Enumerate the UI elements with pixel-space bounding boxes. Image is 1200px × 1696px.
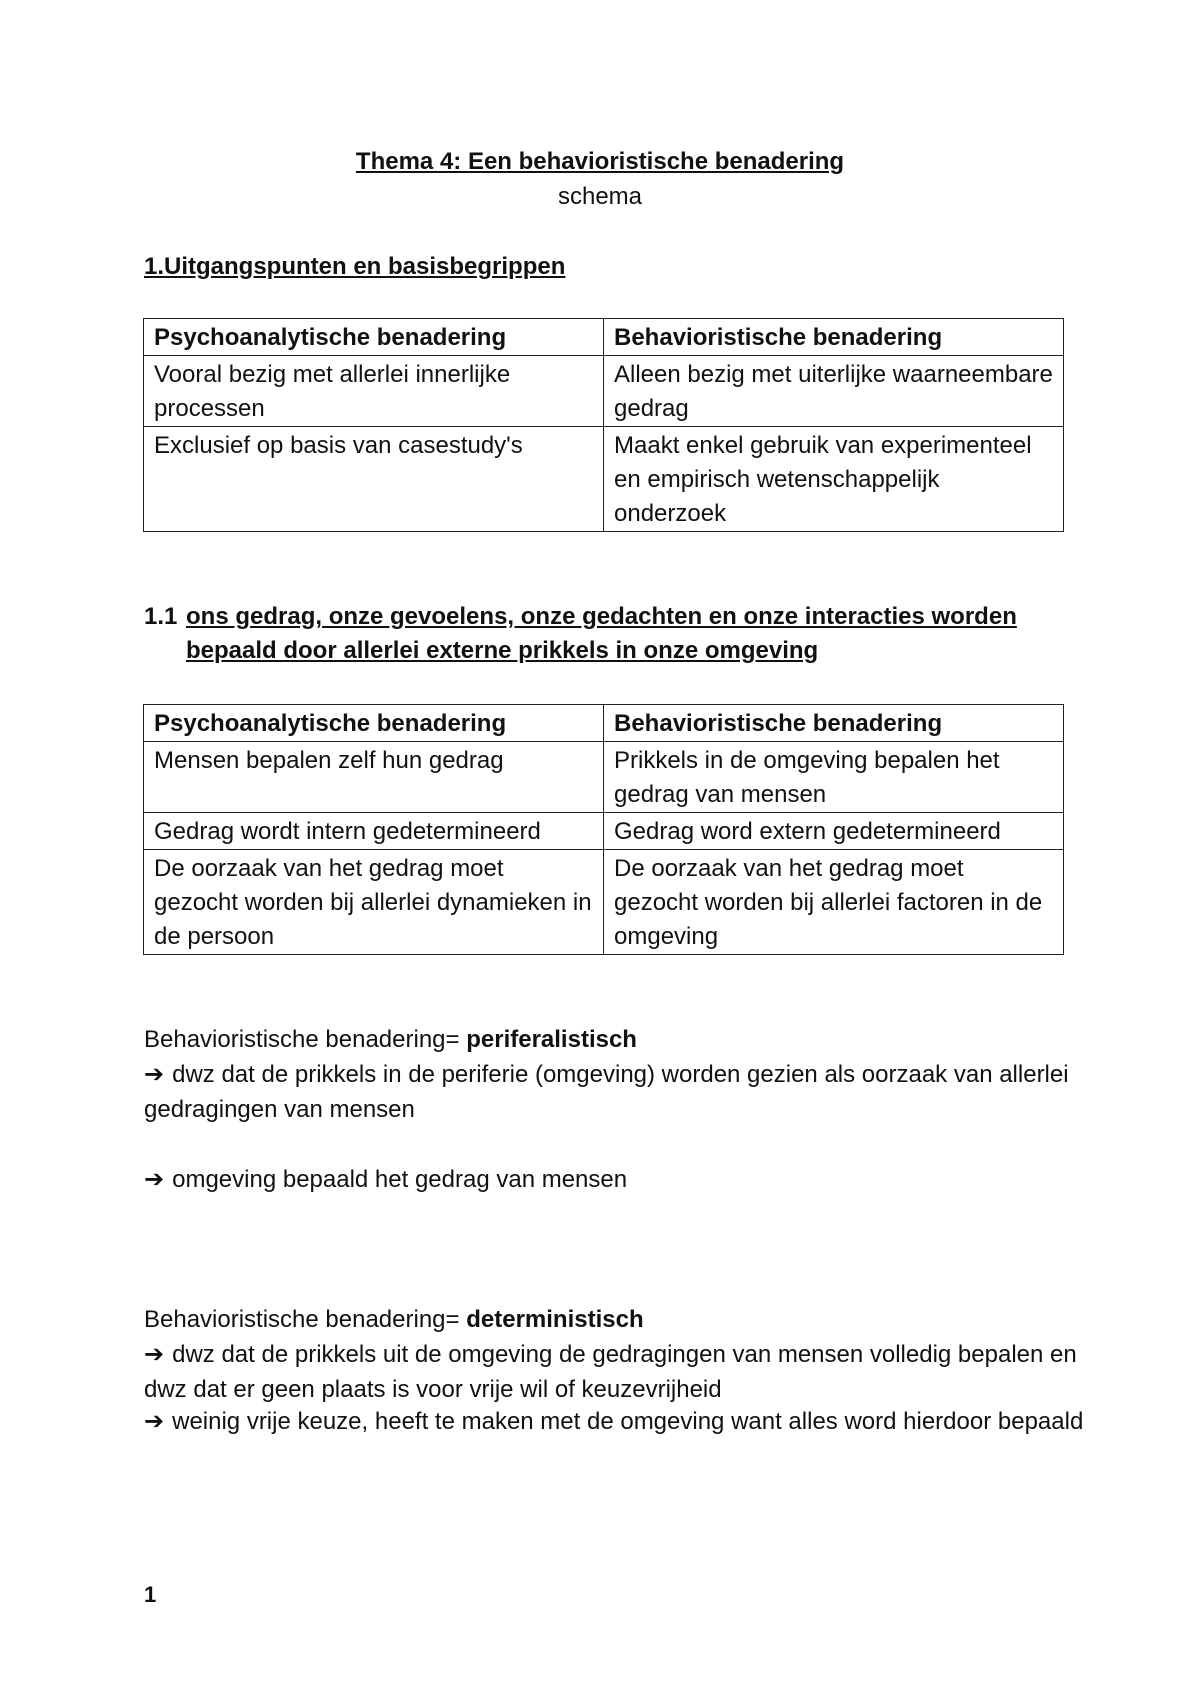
summary-text: omgeving bepaald het gedrag van mensen bbox=[172, 1166, 628, 1193]
table-header-cell: Psychoanalytische benadering bbox=[144, 705, 604, 742]
deterministisch-paragraph bbox=[144, 1302, 1084, 1407]
table-cell: De oorzaak van het gedrag moet gezocht worden bij allerlei dynamieken in de persoon bbox=[144, 850, 604, 955]
table-header-row bbox=[144, 319, 1064, 356]
section-heading-line-1: ons gedrag, onze gevoelens, onze gedachten en onze interacties worden bbox=[186, 603, 1017, 630]
table-row bbox=[144, 356, 1064, 427]
comparison-table-2 bbox=[143, 704, 1064, 955]
table-header-cell: Psychoanalytische benadering bbox=[144, 319, 604, 356]
section-heading-1: 1.Uitgangspunten en basisbegrippen bbox=[144, 253, 566, 280]
section-number: 1.1 bbox=[144, 603, 178, 630]
table-cell: Mensen bepalen zelf hun gedrag bbox=[144, 742, 604, 813]
section-heading-line-2: bepaald door allerlei externe prikkels in onze omgeving bbox=[186, 637, 819, 664]
table-cell: Exclusief op basis van casestudy's bbox=[144, 427, 604, 532]
table-cell: De oorzaak van het gedrag moet gezocht worden bij allerlei factoren in de omgeving bbox=[604, 850, 1064, 955]
definition-label: Behavioristische benadering= bbox=[144, 1026, 467, 1053]
definition-term: periferalistisch bbox=[466, 1026, 637, 1053]
table-header-cell: Behavioristische benadering bbox=[604, 319, 1064, 356]
table-cell: Alleen bezig met uiterlijke waarneembare gedrag bbox=[604, 356, 1064, 427]
table-cell: Gedrag wordt intern gedetermineerd bbox=[144, 813, 604, 850]
deterministisch-summary bbox=[144, 1404, 1084, 1439]
table-cell: Maakt enkel gebruik van experimenteel en empirisch wetenschappelijk onderzoek bbox=[604, 427, 1064, 532]
table-cell: Vooral bezig met allerlei innerlijke processen bbox=[144, 356, 604, 427]
arrow-icon: ➔ bbox=[144, 1408, 165, 1435]
definition-explanation: dwz dat de prikkels uit de omgeving de gedragingen van mensen volledig bepalen en dwz dat er geen plaats is voor vrije wil of keuzevrijheid bbox=[144, 1341, 1077, 1403]
table-row bbox=[144, 850, 1064, 955]
page-number: 1 bbox=[144, 1582, 157, 1607]
arrow-icon: ➔ bbox=[144, 1166, 165, 1193]
summary-text: weinig vrije keuze, heeft te maken met de omgeving want alles word hierdoor bepaald bbox=[172, 1408, 1084, 1435]
definition-term: deterministisch bbox=[466, 1306, 644, 1333]
table-header-cell: Behavioristische benadering bbox=[604, 705, 1064, 742]
table-row bbox=[144, 813, 1064, 850]
table-cell: Prikkels in de omgeving bepalen het gedrag van mensen bbox=[604, 742, 1064, 813]
table-header-row bbox=[144, 705, 1064, 742]
periferalistisch-paragraph bbox=[144, 1022, 1084, 1127]
comparison-table-1 bbox=[143, 318, 1064, 532]
table-row bbox=[144, 427, 1064, 532]
arrow-icon: ➔ bbox=[144, 1061, 165, 1088]
section-heading-1-1 bbox=[144, 600, 1074, 668]
document-subtitle: schema bbox=[557, 183, 643, 210]
document-title: Thema 4: Een behavioristische benadering bbox=[355, 148, 845, 175]
definition-label: Behavioristische benadering= bbox=[144, 1306, 467, 1333]
table-cell: Gedrag word extern gedetermineerd bbox=[604, 813, 1064, 850]
definition-explanation: dwz dat de prikkels in de periferie (omgeving) worden gezien als oorzaak van allerlei gedragingen van mensen bbox=[144, 1061, 1069, 1123]
periferalistisch-summary bbox=[144, 1162, 1084, 1197]
arrow-icon: ➔ bbox=[144, 1341, 165, 1368]
table-row bbox=[144, 742, 1064, 813]
